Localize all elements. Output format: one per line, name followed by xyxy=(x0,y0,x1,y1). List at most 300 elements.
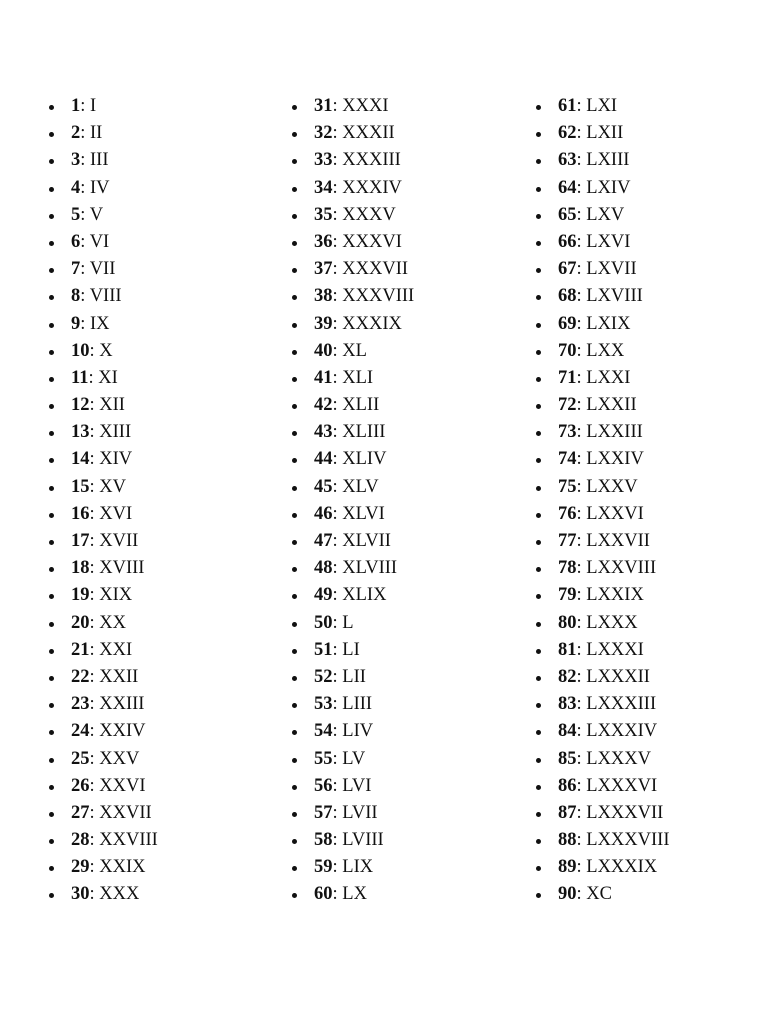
bullet-icon xyxy=(536,214,541,219)
list-item xyxy=(292,718,522,745)
separator: : xyxy=(332,802,343,823)
roman-numeral: XXXV xyxy=(342,204,396,225)
list-item xyxy=(536,147,766,174)
separator: : xyxy=(332,558,343,579)
list-item xyxy=(536,229,766,256)
roman-numeral: LXX xyxy=(586,340,625,361)
bullet-icon xyxy=(292,105,297,110)
roman-numeral: LX xyxy=(342,884,367,905)
list-item xyxy=(49,528,279,555)
list-item xyxy=(536,474,766,501)
separator: : xyxy=(332,585,343,606)
bullet-icon xyxy=(292,730,297,735)
roman-numeral: IX xyxy=(90,313,110,334)
arabic-number: 19 xyxy=(71,585,90,606)
roman-numeral: LVI xyxy=(342,775,372,796)
separator: : xyxy=(576,476,587,497)
arabic-number: 75 xyxy=(558,476,577,497)
separator: : xyxy=(332,367,343,388)
list-item xyxy=(292,610,522,637)
numeral-column-3 xyxy=(536,93,766,909)
separator: : xyxy=(576,259,587,280)
roman-numeral: LXXI xyxy=(586,367,631,388)
list-item xyxy=(292,501,522,528)
separator: : xyxy=(89,694,100,715)
bullet-icon xyxy=(536,758,541,763)
roman-numeral: LXXII xyxy=(586,395,637,416)
list-item xyxy=(49,93,279,120)
separator: : xyxy=(332,340,343,361)
list-item xyxy=(49,338,279,365)
arabic-number: 70 xyxy=(558,340,577,361)
separator: : xyxy=(576,367,587,388)
list-item xyxy=(292,202,522,229)
list-item xyxy=(49,202,279,229)
arabic-number: 46 xyxy=(314,503,333,524)
separator: : xyxy=(89,639,100,660)
separator: : xyxy=(332,775,343,796)
bullet-icon xyxy=(49,703,54,708)
bullet-icon xyxy=(536,649,541,654)
separator: : xyxy=(576,639,587,660)
separator: : xyxy=(332,231,343,252)
bullet-icon xyxy=(49,295,54,300)
arabic-number: 8 xyxy=(71,286,81,307)
list-item xyxy=(536,637,766,664)
roman-numeral: LV xyxy=(342,748,366,769)
roman-numeral: LXXXV xyxy=(586,748,652,769)
arabic-number: 26 xyxy=(71,775,90,796)
bullet-icon xyxy=(292,893,297,898)
roman-numeral: LXIV xyxy=(586,177,631,198)
separator: : xyxy=(80,313,91,334)
bullet-icon xyxy=(49,458,54,463)
separator: : xyxy=(332,639,343,660)
arabic-number: 27 xyxy=(71,802,90,823)
list-item xyxy=(292,474,522,501)
separator: : xyxy=(576,503,587,524)
arabic-number: 28 xyxy=(71,830,90,851)
roman-numeral: XXXIX xyxy=(342,313,402,334)
list-item xyxy=(49,256,279,283)
arabic-number: 51 xyxy=(314,639,333,660)
arabic-number: 71 xyxy=(558,367,577,388)
list-item xyxy=(49,746,279,773)
separator: : xyxy=(576,694,587,715)
list-item xyxy=(292,147,522,174)
arabic-number: 55 xyxy=(314,748,333,769)
list-item xyxy=(49,229,279,256)
roman-numeral: LI xyxy=(342,639,360,660)
separator: : xyxy=(332,694,343,715)
roman-numeral: XLVIII xyxy=(342,558,398,579)
numeral-list xyxy=(49,93,279,909)
bullet-icon xyxy=(292,594,297,599)
arabic-number: 64 xyxy=(558,177,577,198)
bullet-icon xyxy=(292,458,297,463)
roman-numeral: XXIV xyxy=(99,721,146,742)
list-item xyxy=(49,800,279,827)
bullet-icon xyxy=(292,159,297,164)
separator: : xyxy=(576,585,587,606)
bullet-icon xyxy=(49,513,54,518)
list-item xyxy=(49,446,279,473)
separator: : xyxy=(576,177,587,198)
separator: : xyxy=(576,96,587,116)
roman-numeral: XIII xyxy=(99,422,132,443)
roman-numeral: XI xyxy=(98,367,118,388)
roman-numeral: LXXIII xyxy=(586,422,643,443)
separator: : xyxy=(89,585,100,606)
separator: : xyxy=(576,313,587,334)
list-item xyxy=(49,392,279,419)
arabic-number: 80 xyxy=(558,612,577,633)
roman-numeral: XLVII xyxy=(342,531,391,551)
separator: : xyxy=(576,857,587,878)
roman-numeral: LXV xyxy=(586,204,625,225)
arabic-number: 48 xyxy=(314,558,333,579)
separator: : xyxy=(89,721,100,742)
list-item xyxy=(49,175,279,202)
separator: : xyxy=(576,123,587,144)
arabic-number: 89 xyxy=(558,857,577,878)
arabic-number: 58 xyxy=(314,830,333,851)
roman-numeral: XXXVI xyxy=(342,231,402,252)
list-item xyxy=(49,637,279,664)
arabic-number: 73 xyxy=(558,422,577,443)
arabic-number: 44 xyxy=(314,449,333,470)
list-item xyxy=(292,881,522,908)
roman-numeral: LXXXII xyxy=(586,666,650,687)
bullet-icon xyxy=(292,839,297,844)
separator: : xyxy=(89,531,100,551)
list-item xyxy=(49,501,279,528)
bullet-icon xyxy=(292,404,297,409)
separator: : xyxy=(332,503,343,524)
roman-numeral: XVII xyxy=(99,531,139,551)
separator: : xyxy=(89,503,100,524)
list-item xyxy=(292,827,522,854)
separator: : xyxy=(332,286,343,307)
roman-numeral: LXXXIII xyxy=(586,694,657,715)
bullet-icon xyxy=(49,730,54,735)
list-item xyxy=(292,746,522,773)
roman-numeral: LVII xyxy=(342,802,378,823)
bullet-icon xyxy=(292,513,297,518)
bullet-icon xyxy=(292,132,297,137)
roman-numeral: XIV xyxy=(99,449,133,470)
separator: : xyxy=(576,802,587,823)
separator: : xyxy=(80,177,91,198)
roman-numeral: LXIII xyxy=(586,150,630,171)
list-item xyxy=(536,854,766,881)
roman-numeral: XXIII xyxy=(99,694,145,715)
roman-numeral: IV xyxy=(90,177,110,198)
arabic-number: 52 xyxy=(314,666,333,687)
arabic-number: 83 xyxy=(558,694,577,715)
list-item xyxy=(292,338,522,365)
arabic-number: 10 xyxy=(71,340,90,361)
roman-numeral: XLIV xyxy=(342,449,387,470)
arabic-number: 60 xyxy=(314,884,333,905)
roman-numeral: XLII xyxy=(342,395,380,416)
bullet-icon xyxy=(49,676,54,681)
roman-numeral: LIX xyxy=(342,857,374,878)
arabic-number: 69 xyxy=(558,313,577,334)
roman-numeral: XXVII xyxy=(99,802,152,823)
arabic-number: 24 xyxy=(71,721,90,742)
separator: : xyxy=(80,150,91,171)
list-item xyxy=(536,881,766,908)
list-item xyxy=(49,854,279,881)
bullet-icon xyxy=(536,513,541,518)
list-item xyxy=(292,637,522,664)
bullet-icon xyxy=(536,676,541,681)
arabic-number: 43 xyxy=(314,422,333,443)
list-item xyxy=(292,392,522,419)
roman-numeral: VIII xyxy=(89,286,122,307)
arabic-number: 25 xyxy=(71,748,90,769)
roman-numeral: LXXXVIII xyxy=(586,830,670,851)
bullet-icon xyxy=(292,350,297,355)
bullet-icon xyxy=(49,323,54,328)
arabic-number: 29 xyxy=(71,857,90,878)
arabic-number: 22 xyxy=(71,666,90,687)
bullet-icon xyxy=(49,649,54,654)
list-item xyxy=(49,419,279,446)
arabic-number: 2 xyxy=(71,123,81,144)
bullet-icon xyxy=(49,812,54,817)
roman-numeral: LXXIX xyxy=(586,585,644,606)
separator: : xyxy=(332,857,343,878)
bullet-icon xyxy=(292,486,297,491)
numeral-list xyxy=(292,93,522,909)
list-item xyxy=(292,419,522,446)
bullet-icon xyxy=(536,622,541,627)
arabic-number: 14 xyxy=(71,449,90,470)
roman-numeral: LIV xyxy=(342,721,374,742)
numeral-column-2 xyxy=(292,93,522,909)
separator: : xyxy=(332,96,343,116)
arabic-number: 78 xyxy=(558,558,577,579)
list-item xyxy=(536,800,766,827)
arabic-number: 47 xyxy=(314,531,333,551)
list-item xyxy=(292,175,522,202)
arabic-number: 15 xyxy=(71,476,90,497)
list-item xyxy=(536,392,766,419)
list-item xyxy=(49,664,279,691)
roman-numeral: XXX xyxy=(99,884,140,905)
list-item xyxy=(536,120,766,147)
bullet-icon xyxy=(49,893,54,898)
separator: : xyxy=(332,422,343,443)
bullet-icon xyxy=(49,132,54,137)
list-item xyxy=(49,582,279,609)
separator: : xyxy=(332,204,343,225)
arabic-number: 37 xyxy=(314,259,333,280)
list-item xyxy=(536,501,766,528)
bullet-icon xyxy=(536,839,541,844)
list-item xyxy=(536,419,766,446)
arabic-number: 65 xyxy=(558,204,577,225)
bullet-icon xyxy=(536,703,541,708)
list-item xyxy=(536,718,766,745)
arabic-number: 30 xyxy=(71,884,90,905)
roman-numeral: LXXV xyxy=(586,476,638,497)
list-item xyxy=(536,528,766,555)
roman-numeral: XIX xyxy=(99,585,133,606)
list-item xyxy=(292,555,522,582)
arabic-number: 63 xyxy=(558,150,577,171)
list-item xyxy=(292,664,522,691)
arabic-number: 9 xyxy=(71,313,81,334)
bullet-icon xyxy=(292,649,297,654)
separator: : xyxy=(88,367,99,388)
bullet-icon xyxy=(292,295,297,300)
list-item xyxy=(49,610,279,637)
separator: : xyxy=(576,231,587,252)
list-item xyxy=(292,528,522,555)
arabic-number: 4 xyxy=(71,177,81,198)
separator: : xyxy=(576,422,587,443)
bullet-icon xyxy=(49,377,54,382)
bullet-icon xyxy=(292,241,297,246)
list-item xyxy=(292,582,522,609)
bullet-icon xyxy=(292,622,297,627)
roman-numeral: XXXVII xyxy=(342,259,409,280)
roman-numeral: LXXVII xyxy=(586,531,650,551)
list-item xyxy=(292,311,522,338)
arabic-number: 86 xyxy=(558,775,577,796)
roman-numeral: V xyxy=(89,204,104,225)
arabic-number: 33 xyxy=(314,150,333,171)
arabic-number: 41 xyxy=(314,367,333,388)
list-item xyxy=(536,582,766,609)
separator: : xyxy=(576,558,587,579)
roman-numeral: XXIX xyxy=(99,857,146,878)
list-item xyxy=(49,311,279,338)
list-item xyxy=(536,175,766,202)
list-item xyxy=(292,120,522,147)
arabic-number: 84 xyxy=(558,721,577,742)
list-item xyxy=(536,446,766,473)
arabic-number: 31 xyxy=(314,96,333,116)
arabic-number: 81 xyxy=(558,639,577,660)
list-item xyxy=(536,202,766,229)
list-item xyxy=(536,664,766,691)
separator: : xyxy=(332,177,343,198)
list-item xyxy=(536,311,766,338)
bullet-icon xyxy=(49,350,54,355)
list-item xyxy=(292,800,522,827)
separator: : xyxy=(576,531,587,551)
arabic-number: 77 xyxy=(558,531,577,551)
bullet-icon xyxy=(292,540,297,545)
bullet-icon xyxy=(292,567,297,572)
arabic-number: 62 xyxy=(558,123,577,144)
roman-numeral: LXXVI xyxy=(586,503,644,524)
separator: : xyxy=(576,775,587,796)
separator: : xyxy=(80,286,90,307)
arabic-number: 90 xyxy=(558,884,577,905)
roman-numeral: XXVI xyxy=(99,775,146,796)
list-item xyxy=(292,854,522,881)
separator: : xyxy=(332,395,343,416)
list-item xyxy=(49,881,279,908)
arabic-number: 23 xyxy=(71,694,90,715)
arabic-number: 61 xyxy=(558,96,577,116)
bullet-icon xyxy=(536,377,541,382)
separator: : xyxy=(89,395,100,416)
separator: : xyxy=(332,313,343,334)
bullet-icon xyxy=(536,132,541,137)
roman-numeral: XV xyxy=(99,476,126,497)
bullet-icon xyxy=(536,323,541,328)
arabic-number: 21 xyxy=(71,639,90,660)
separator: : xyxy=(89,340,100,361)
separator: : xyxy=(89,558,100,579)
separator: : xyxy=(89,857,100,878)
list-item xyxy=(49,827,279,854)
separator: : xyxy=(332,666,343,687)
arabic-number: 67 xyxy=(558,259,577,280)
arabic-number: 18 xyxy=(71,558,90,579)
bullet-icon xyxy=(49,214,54,219)
bullet-icon xyxy=(536,730,541,735)
roman-numeral: III xyxy=(90,150,109,171)
list-item xyxy=(49,691,279,718)
separator: : xyxy=(80,231,90,252)
separator: : xyxy=(576,150,587,171)
roman-numeral: XXVIII xyxy=(99,830,158,851)
roman-numeral: XXXVIII xyxy=(342,286,415,307)
bullet-icon xyxy=(49,268,54,273)
arabic-number: 85 xyxy=(558,748,577,769)
roman-numeral: LIII xyxy=(342,694,373,715)
roman-numeral: LXII xyxy=(586,123,624,144)
arabic-number: 36 xyxy=(314,231,333,252)
roman-numeral: XC xyxy=(586,884,612,905)
list-item xyxy=(292,93,522,120)
arabic-number: 17 xyxy=(71,531,90,551)
separator: : xyxy=(576,830,587,851)
roman-numeral: LVIII xyxy=(342,830,384,851)
list-item xyxy=(292,283,522,310)
arabic-number: 32 xyxy=(314,123,333,144)
roman-numeral: XLVI xyxy=(342,503,385,524)
bullet-icon xyxy=(49,540,54,545)
bullet-icon xyxy=(49,159,54,164)
bullet-icon xyxy=(292,187,297,192)
separator: : xyxy=(89,422,100,443)
roman-numeral: XLIII xyxy=(342,422,386,443)
roman-numeral: VI xyxy=(89,231,110,252)
bullet-icon xyxy=(49,105,54,110)
separator: : xyxy=(80,96,91,116)
numeral-column-1 xyxy=(49,93,279,909)
separator: : xyxy=(89,748,100,769)
arabic-number: 79 xyxy=(558,585,577,606)
roman-numeral: LII xyxy=(342,666,366,687)
roman-numeral: LXIX xyxy=(586,313,631,334)
bullet-icon xyxy=(49,431,54,436)
roman-numeral: I xyxy=(90,96,97,116)
list-item xyxy=(292,229,522,256)
bullet-icon xyxy=(536,486,541,491)
roman-numeral: LXVI xyxy=(586,231,631,252)
bullet-icon xyxy=(292,812,297,817)
roman-numeral: XII xyxy=(99,395,125,416)
